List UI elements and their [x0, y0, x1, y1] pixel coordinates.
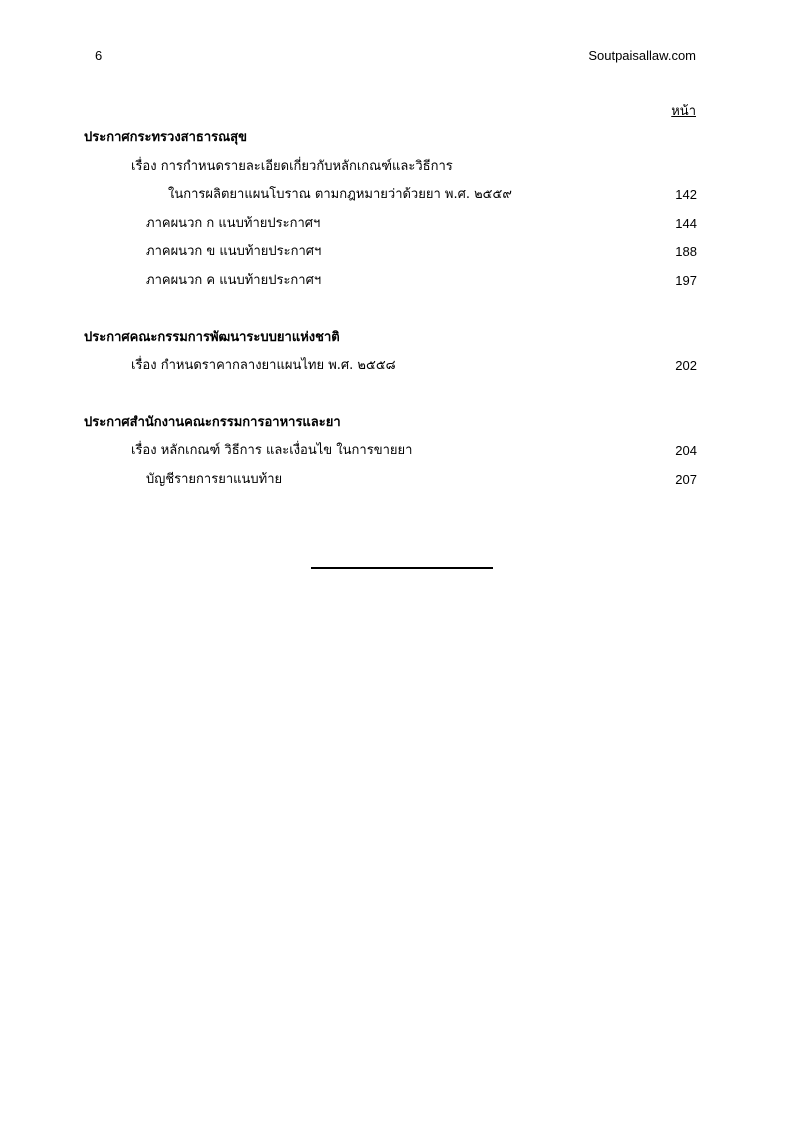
entry-title: บัญชีรายการยาแนบท้าย	[146, 471, 283, 487]
entry-title: ภาคผนวก ก แนบท้ายประกาศฯ	[146, 215, 321, 231]
page-number: 6	[95, 48, 103, 63]
entry-page: 144	[675, 215, 697, 231]
table-of-contents	[84, 128, 697, 527]
toc-entry-continuation[interactable]	[84, 185, 697, 214]
entry-title: เรื่อง การกำหนดรายละเอียดเกี่ยวกับหลักเกณฑ์และวิธีการ	[131, 158, 453, 174]
entry-page: 202	[675, 358, 697, 374]
section-heading	[84, 128, 697, 157]
section-title: ประกาศกระทรวงสาธารณสุข	[84, 130, 248, 145]
section-heading	[84, 413, 697, 442]
entry-page: 188	[675, 244, 697, 260]
entry-title: ภาคผนวก ข แนบท้ายประกาศฯ	[146, 244, 322, 260]
section-title: ประกาศคณะกรรมการพัฒนาระบบยาแห่งชาติ	[84, 329, 340, 345]
section-heading	[84, 328, 697, 357]
page-column-header: หน้า	[671, 104, 696, 119]
toc-entry[interactable]	[84, 441, 697, 470]
site-name: Soutpaisallaw.com	[588, 48, 696, 63]
entry-page: 197	[675, 272, 697, 288]
toc-section-fda	[84, 413, 697, 499]
toc-entry-appendix-a[interactable]	[84, 214, 697, 243]
toc-entry[interactable]	[84, 470, 697, 499]
toc-entry[interactable]	[84, 356, 697, 385]
entry-title: ภาคผนวก ค แนบท้ายประกาศฯ	[146, 272, 322, 288]
entry-page: 142	[675, 187, 697, 203]
entry-title: ในการผลิตยาแผนโบราณ ตามกฎหมายว่าด้วยยา พ.ศ. ๒๕๕๙	[168, 187, 512, 203]
toc-section-national-drug-committee	[84, 328, 697, 385]
entry-page: 204	[675, 443, 697, 459]
toc-entry-appendix-c[interactable]	[84, 271, 697, 300]
section-divider-rule	[311, 567, 493, 569]
toc-section-ministry-public-health	[84, 128, 697, 300]
entry-title: เรื่อง หลักเกณฑ์ วิธีการ และเงื่อนไข ในการขายยา	[131, 443, 413, 459]
entry-page: 207	[675, 471, 697, 487]
entry-title: เรื่อง กำหนดราคากลางยาแผนไทย พ.ศ. ๒๕๕๘	[131, 358, 396, 374]
toc-entry-appendix-b[interactable]	[84, 242, 697, 271]
toc-entry[interactable]	[84, 157, 697, 186]
section-title: ประกาศสำนักงานคณะกรรมการอาหารและยา	[84, 414, 341, 430]
